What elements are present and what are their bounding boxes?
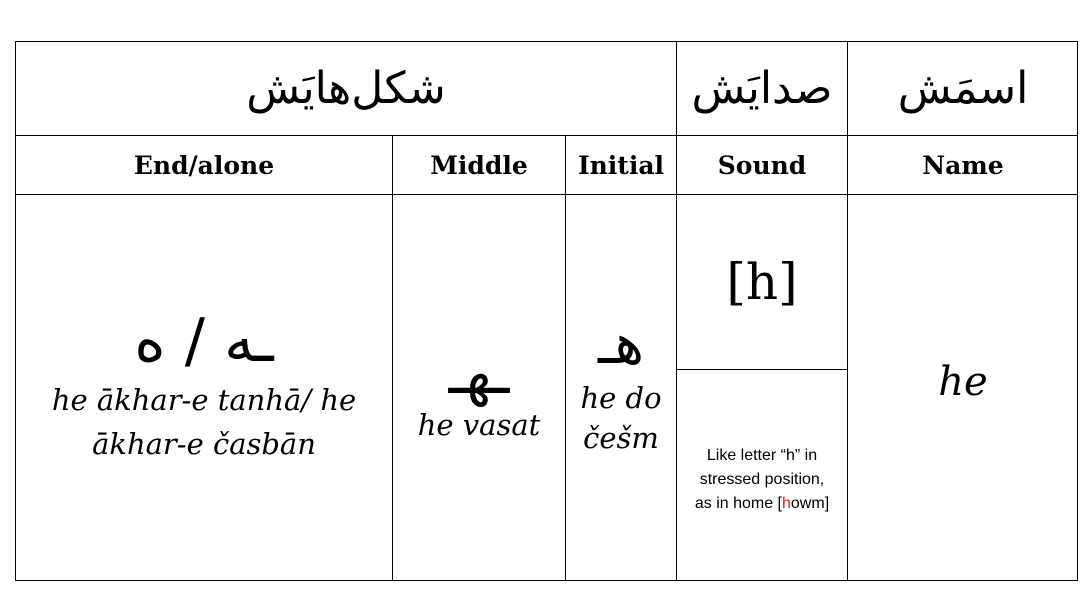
initial-caption-line1: he do [580,380,662,415]
sound-description-post: owm] [790,495,830,512]
end-alone-cell [16,195,392,580]
sound-ipa-cell [677,195,847,369]
sound-description-line1: Like letter “h” in [706,447,818,464]
initial-glyph: هـ [598,311,644,377]
letter-table [15,41,1078,581]
sound-ipa: [h] [726,253,798,311]
middle-glyph: ـهـ [448,338,510,407]
sound-description-line2: stressed position, [699,471,825,488]
end-alone-caption: he ākhar-e tanhā/ he ākhar-e časbān [51,382,357,461]
sound-title: صدایَش [691,63,833,114]
forms-title: شکل‌هایَش [246,63,446,114]
column-header-name: Name [922,150,1004,180]
column-header-sound: Sound [717,150,807,180]
middle-cell [393,195,565,580]
initial-cell [566,195,676,580]
column-header-end-alone: End/alone [133,150,275,180]
column-header-middle: Middle [430,150,528,180]
column-header-initial: Initial [577,150,665,180]
name-title: اسمَش [897,63,1029,114]
name-cell [848,195,1078,580]
sound-description-cell [677,370,847,580]
middle-caption: he vasat [417,407,541,442]
sound-description-line3 [695,492,829,516]
letter-name: he [938,358,988,405]
end-alone-glyphs: ـه / ه [134,305,274,376]
sound-highlight-letter: h [782,495,791,512]
sound-description-pre: as in home [ [694,495,782,512]
initial-caption-line2: češm [583,420,659,455]
